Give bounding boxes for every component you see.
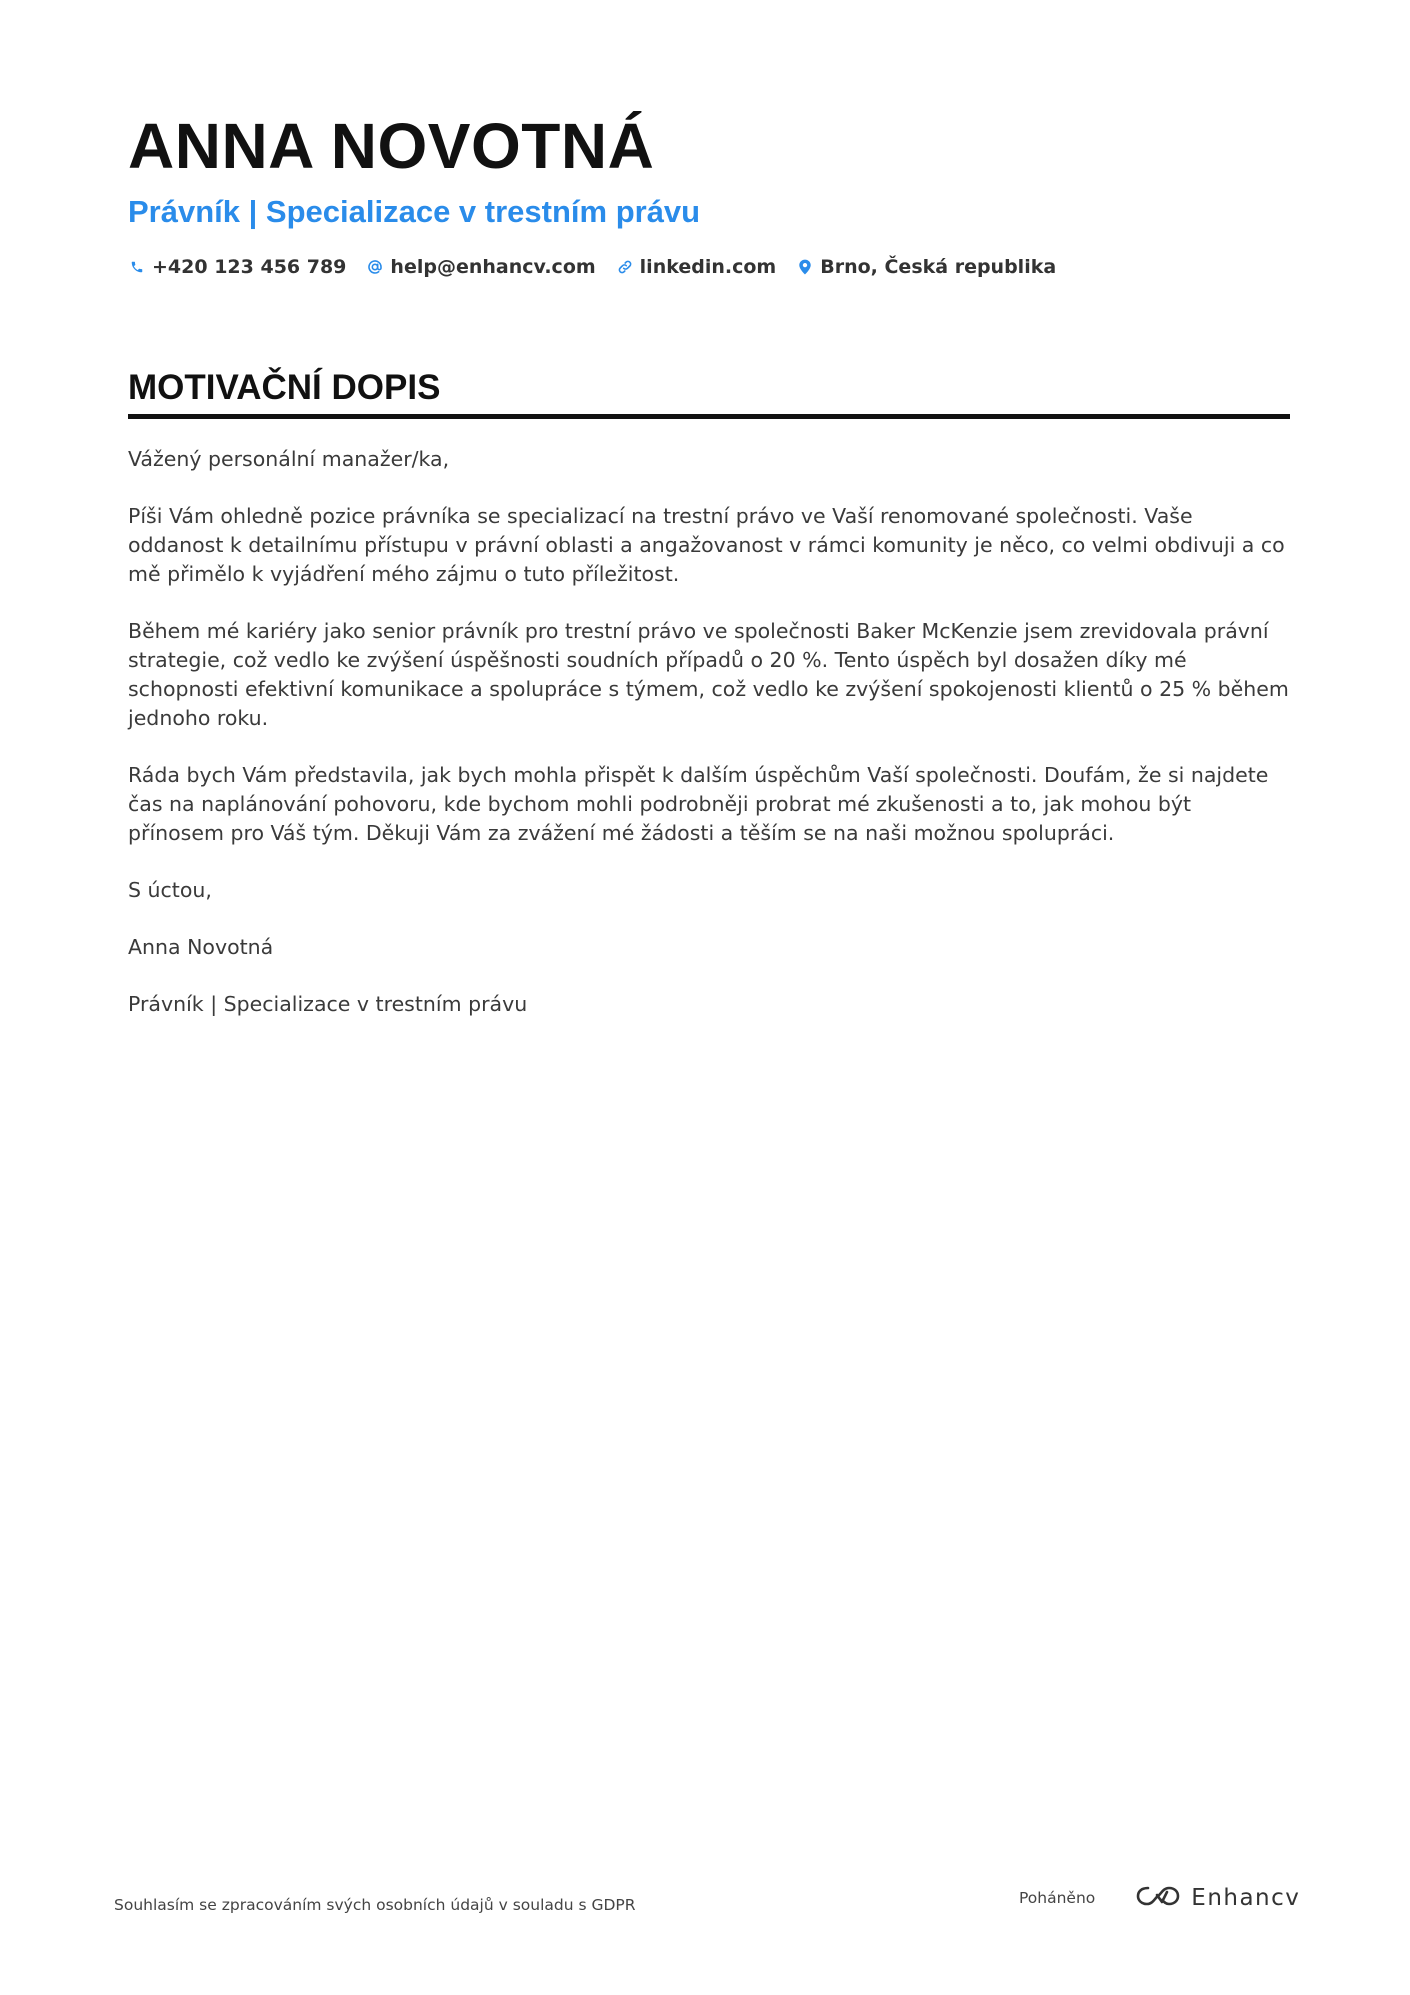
phone-icon <box>128 258 146 276</box>
at-icon <box>366 258 384 276</box>
contact-phone-text: +420 123 456 789 <box>152 256 347 278</box>
enhancv-brand[interactable] <box>1135 1884 1300 1912</box>
letter-salutation: Vážený personální manažer/ka, <box>128 447 450 471</box>
signature-name: Anna Novotná <box>128 935 274 959</box>
enhancv-logo-icon <box>1135 1884 1181 1912</box>
signature-title: Právník | Specializace v trestním právu <box>128 992 528 1016</box>
letter-paragraph: Píši Vám ohledně pozice právníka se specializací na trestní právo ve Vaší renomované společnosti. Vaše oddanost k detailnímu přístupu v právní oblasti a angažovanost v rámci komunity je něco, co velmi obdivuji a co mě přimělo k vyjádření mého zájmu o tuto příležitost. <box>128 504 1285 586</box>
powered-by <box>1019 1884 1300 1912</box>
candidate-headline: Právník | Specializace v trestním právu <box>128 194 701 229</box>
gdpr-consent: Souhlasím se zpracováním svých osobních údajů v souladu s GDPR <box>114 1896 636 1914</box>
letter-body <box>128 445 1290 1019</box>
contact-email[interactable] <box>366 256 595 278</box>
contact-phone[interactable] <box>128 256 346 278</box>
contact-bar <box>128 256 1288 278</box>
map-pin-icon <box>796 258 814 276</box>
contact-location-text: Brno, Česká republika <box>820 256 1057 278</box>
contact-website[interactable] <box>616 256 777 278</box>
candidate-name: ANNA NOVOTNÁ <box>128 110 655 182</box>
contact-email-text: help@enhancv.com <box>390 256 596 278</box>
brand-name: Enhancv <box>1191 1885 1301 1911</box>
header <box>128 108 1288 278</box>
powered-by-label: Poháněno <box>1019 1889 1096 1907</box>
contact-location <box>796 256 1056 278</box>
link-icon <box>616 258 634 276</box>
letter-paragraph: Během mé kariéry jako senior právník pro trestní právo ve společnosti Baker McKenzie jsem zrevidovala právní strategie, což vedlo ke zvýšení úspěšnosti soudních případů o 20 %. Tento úspěch byl dosažen díky mé schopnosti efektivní komunikace a spolupráce s týmem, což vedlo ke zvýšení spokojenosti klientů o 25 % během jednoho roku. <box>128 619 1289 730</box>
contact-website-text: linkedin.com <box>639 256 777 278</box>
section-title: MOTIVAČNÍ DOPIS <box>128 366 1290 419</box>
cover-letter-section <box>128 366 1290 1047</box>
letter-closing: S úctou, <box>128 878 212 902</box>
letter-paragraph: Ráda bych Vám představila, jak bych mohla přispět k dalším úspěchům Vaší společnosti. Doufám, že si najdete čas na naplánování pohovoru, kde bychom mohli podrobněji probrat mé zkušenosti a to, jak mohou být přínosem pro Váš tým. Děkuji Vám za zvážení mé žádosti a těším se na naši možnou spolupráci. <box>128 763 1269 845</box>
